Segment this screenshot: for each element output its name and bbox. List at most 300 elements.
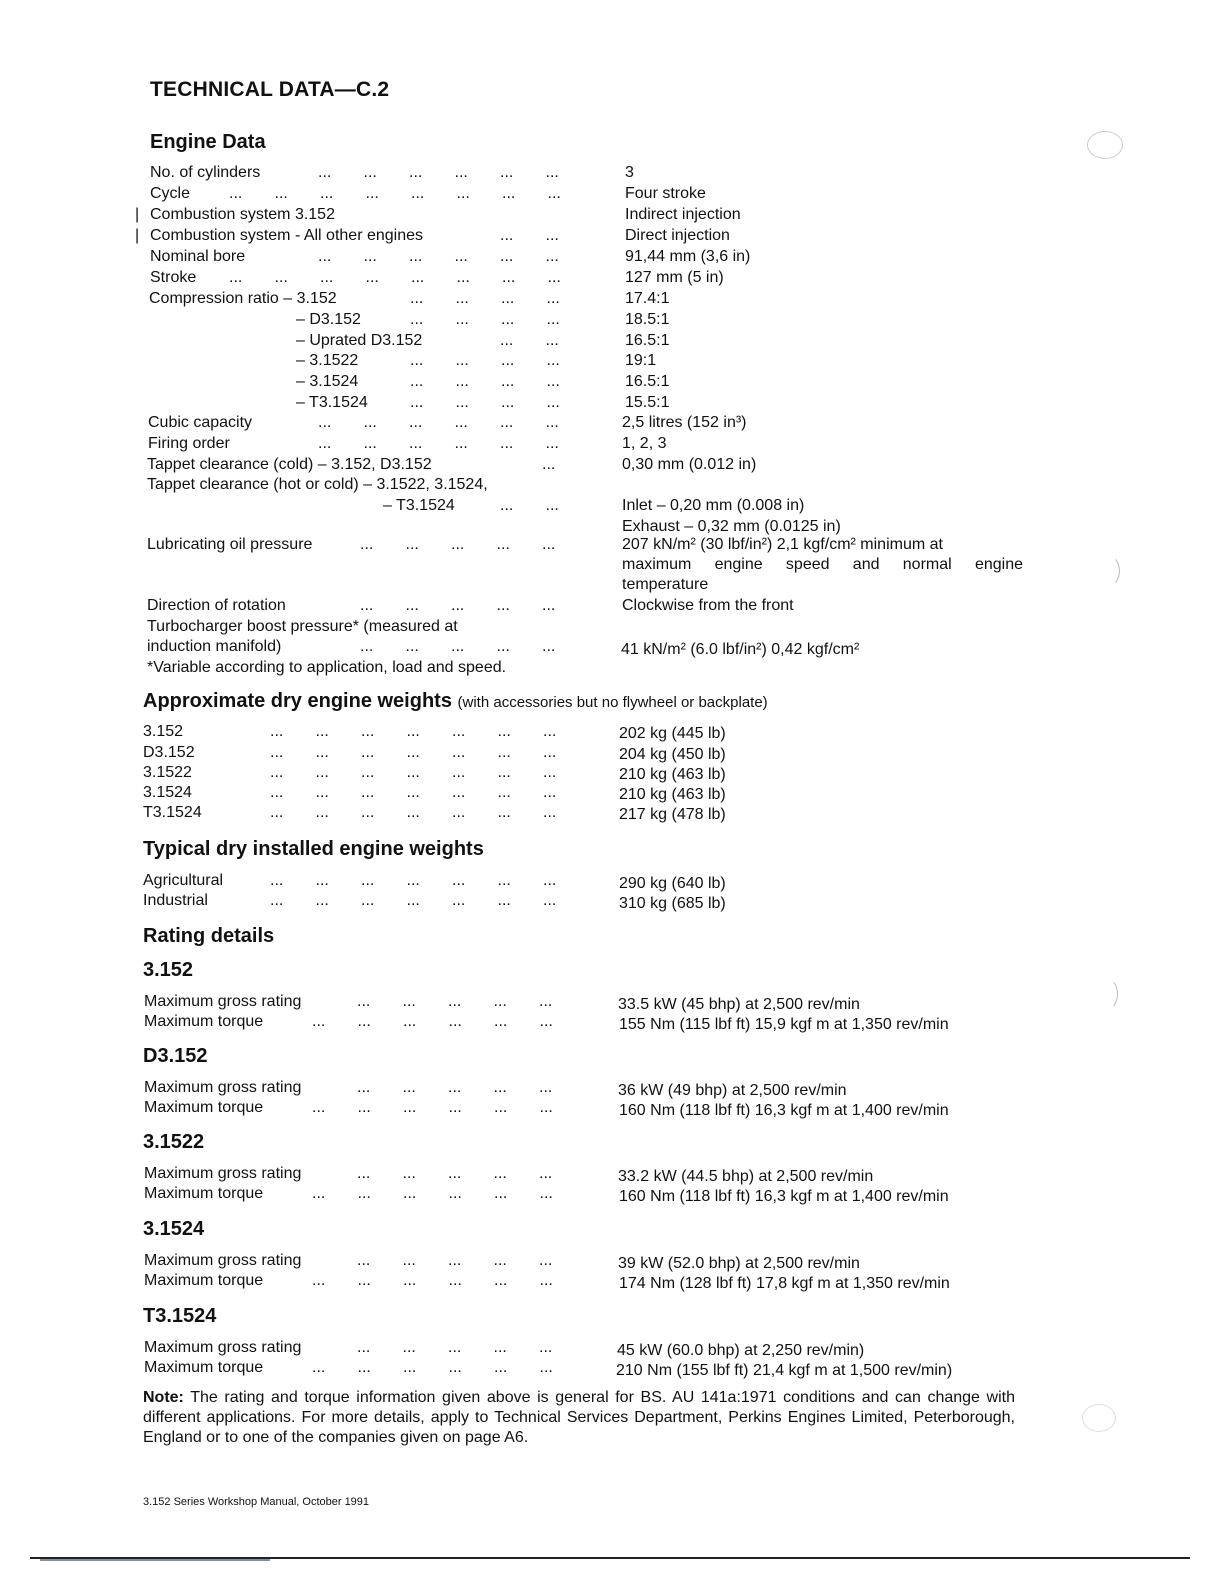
oil-pressure-row xyxy=(147,535,1047,597)
leader-dot: ... xyxy=(546,290,560,307)
leader-dot: ... xyxy=(363,164,377,181)
leader-dot: ... xyxy=(402,1252,416,1269)
engine-data-row xyxy=(0,434,1100,454)
leader-dot: ... xyxy=(455,394,469,411)
leader-dot: ... xyxy=(494,1099,508,1116)
boost-label-line2: induction manifold) xyxy=(147,638,282,655)
leader-dot: ... xyxy=(542,456,556,473)
leader-dot: ... xyxy=(539,1185,553,1202)
leader-dot: ... xyxy=(497,804,511,821)
application-type: Agricultural xyxy=(143,872,224,889)
leader-dot: ... xyxy=(270,744,284,761)
leader-dot: ... xyxy=(357,993,371,1010)
boost-value: 41 kN/m² (6.0 lbf/in²) 0,42 kgf/cm² xyxy=(621,641,860,658)
rating-note xyxy=(143,1388,1015,1448)
leader-dot: ... xyxy=(229,185,243,202)
engine-data-label: – 3.1524 xyxy=(296,373,359,390)
engine-data-row xyxy=(0,475,1100,495)
leader-dot: ... xyxy=(360,597,374,614)
leader-dot: ... xyxy=(411,185,425,202)
leader-dot: ... xyxy=(274,185,288,202)
leader-dot: ... xyxy=(410,394,424,411)
rotation-label: Direction of rotation xyxy=(147,597,286,614)
leader-dot: ... xyxy=(542,638,556,655)
leader-dot: ... xyxy=(501,394,515,411)
leader-dot: ... xyxy=(539,1359,553,1376)
leader-dot: ... xyxy=(315,804,329,821)
leader-dot: ... xyxy=(357,1099,371,1116)
gross-rating-value: 33.5 kW (45 bhp) at 2,500 rev/min xyxy=(618,996,860,1013)
leader-dot: ... xyxy=(502,269,516,286)
leader-dot: ... xyxy=(494,1272,508,1289)
engine-data-label: Firing order xyxy=(148,435,230,452)
leader-dot: ... xyxy=(357,1339,371,1356)
leader-dot: ... xyxy=(403,1099,417,1116)
leader-dot: ... xyxy=(409,435,423,452)
leader-dot: ... xyxy=(493,993,507,1010)
leader-dot: ... xyxy=(547,269,561,286)
leader-dot: ... xyxy=(500,332,514,349)
dry-weight-row xyxy=(143,743,1043,763)
leader-dot: ... xyxy=(409,414,423,431)
leader-dot: ... xyxy=(405,638,419,655)
leader-dot: ... xyxy=(409,164,423,181)
leader-dot: ... xyxy=(448,1252,462,1269)
leader-dot: ... xyxy=(542,536,556,553)
leader-dot: ... xyxy=(452,744,466,761)
engine-data-row xyxy=(0,205,1100,225)
leader-dot: ... xyxy=(320,269,334,286)
leader-dot: ... xyxy=(448,1272,462,1289)
leader-dot: ... xyxy=(539,1272,553,1289)
leader-dot: ... xyxy=(357,1252,371,1269)
leader-dot: ... xyxy=(312,1185,326,1202)
leader-dot: ... xyxy=(406,723,420,740)
leader-dot: ... xyxy=(361,784,375,801)
leader-dot: ... xyxy=(357,1165,371,1182)
torque-label: Maximum torque xyxy=(144,1359,264,1376)
engine-data-row xyxy=(0,372,1100,392)
engine-data-value: Four stroke xyxy=(625,185,706,202)
leader-dot: ... xyxy=(455,290,469,307)
leader-dot: ... xyxy=(496,536,510,553)
leader-dot: ... xyxy=(318,414,332,431)
engine-data-label: – Uprated D3.152 xyxy=(296,332,423,349)
rotation-value: Clockwise from the front xyxy=(622,597,794,614)
leader-dot: ... xyxy=(406,804,420,821)
leader-dot: ... xyxy=(454,164,468,181)
engine-data-value: 3 xyxy=(625,164,634,181)
leader-dot: ... xyxy=(493,1165,507,1182)
oil-pressure-label: Lubricating oil pressure xyxy=(147,536,313,553)
binder-hole-mark xyxy=(1095,555,1120,587)
torque-value: 210 Nm (155 lbf ft) 21,4 kgf m at 1,500 rev/min) xyxy=(616,1362,953,1379)
leader-dot: ... xyxy=(546,311,560,328)
torque-row xyxy=(144,1184,1044,1204)
leader-dot: ... xyxy=(494,1185,508,1202)
leader-dot: ... xyxy=(539,1013,553,1030)
leader-dot: ... xyxy=(363,414,377,431)
leader-dot: ... xyxy=(270,764,284,781)
engine-data-row xyxy=(0,310,1100,330)
engine-model: T3.1524 xyxy=(143,804,202,821)
leader-dot: ... xyxy=(543,872,557,889)
leader-dot: ... xyxy=(501,290,515,307)
leader-dot: ... xyxy=(270,723,284,740)
engine-data-row xyxy=(0,393,1100,413)
rating-engine-heading: 3.1524 xyxy=(143,1218,205,1240)
leader-dot: ... xyxy=(496,638,510,655)
leader-dot: ... xyxy=(402,1079,416,1096)
leader-dot: ... xyxy=(357,1359,371,1376)
leader-dot: ... xyxy=(315,723,329,740)
dry-weight-value: 204 kg (450 lb) xyxy=(619,746,726,763)
leader-dot: ... xyxy=(497,784,511,801)
leader-dot: ... xyxy=(545,164,559,181)
leader-dot: ... xyxy=(402,1165,416,1182)
leader-dot: ... xyxy=(403,1185,417,1202)
installed-weights-heading: Typical dry installed engine weights xyxy=(143,838,484,860)
engine-data-label: Combustion system - All other engines xyxy=(150,227,424,244)
leader-dot: ... xyxy=(403,1359,417,1376)
torque-label: Maximum torque xyxy=(144,1013,264,1030)
engine-data-value: 16.5:1 xyxy=(625,332,670,349)
leader-dot: ... xyxy=(454,435,468,452)
engine-data-label: – T3.1524 xyxy=(296,394,368,411)
leader-dot: ... xyxy=(448,1359,462,1376)
leader-dot: ... xyxy=(365,269,379,286)
engine-data-row xyxy=(0,455,1100,475)
torque-row xyxy=(144,1271,1044,1291)
leader-dot: ... xyxy=(361,872,375,889)
leader-dot: ... xyxy=(452,872,466,889)
leader-dot: ... xyxy=(410,373,424,390)
gross-rating-row xyxy=(144,1338,1044,1358)
leader-dot: ... xyxy=(451,638,465,655)
leader-dot: ... xyxy=(360,638,374,655)
leader-dot: ... xyxy=(405,536,419,553)
leader-dot: ... xyxy=(496,597,510,614)
engine-data-value: 2,5 litres (152 in³) xyxy=(622,414,747,431)
engine-data-label: – D3.152 xyxy=(296,311,361,328)
engine-data-value: Indirect injection xyxy=(625,206,741,223)
application-type: Industrial xyxy=(143,892,208,909)
leader-dot: ... xyxy=(363,248,377,265)
leader-dot: ... xyxy=(312,1013,326,1030)
torque-row xyxy=(144,1098,1044,1118)
torque-value: 174 Nm (128 lbf ft) 17,8 kgf m at 1,350 rev/min xyxy=(619,1275,950,1292)
gross-rating-row xyxy=(144,992,1044,1012)
rating-engine-heading: T3.1524 xyxy=(143,1305,217,1327)
leader-dot: ... xyxy=(500,248,514,265)
leader-dot: ... xyxy=(539,1079,553,1096)
leader-dot: ... xyxy=(501,311,515,328)
leader-dot: ... xyxy=(539,1099,553,1116)
dry-weights-subtitle: (with accessories but no flywheel or backplate) xyxy=(457,694,768,711)
leader-dot: ... xyxy=(318,164,332,181)
engine-data-value: Exhaust – 0,32 mm (0.0125 in) xyxy=(622,518,841,535)
installed-weight-row xyxy=(143,891,1043,911)
leader-dot: ... xyxy=(357,1013,371,1030)
installed-weight-value: 310 kg (685 lb) xyxy=(619,895,726,912)
leader-dot: ... xyxy=(409,248,423,265)
leader-dot: ... xyxy=(448,1013,462,1030)
dry-weight-row xyxy=(143,722,1043,742)
leader-dot: ... xyxy=(497,764,511,781)
engine-model: 3.1524 xyxy=(143,784,192,801)
leader-dot: ... xyxy=(500,435,514,452)
rating-heading: Rating details xyxy=(143,925,275,947)
gross-rating-label: Maximum gross rating xyxy=(144,1165,302,1182)
note-label: Note: xyxy=(143,1389,184,1406)
leader-dot: ... xyxy=(543,784,557,801)
dry-weights-title: Approximate dry engine weights xyxy=(143,690,452,712)
leader-dot: ... xyxy=(494,1359,508,1376)
leader-dot: ... xyxy=(539,993,553,1010)
dry-weight-value: 202 kg (445 lb) xyxy=(619,725,726,742)
engine-data-row xyxy=(0,268,1100,288)
leader-dot: ... xyxy=(318,248,332,265)
installed-weight-value: 290 kg (640 lb) xyxy=(619,875,726,892)
torque-value: 155 Nm (115 lbf ft) 15,9 kgf m at 1,350 rev/min xyxy=(619,1016,949,1033)
leader-dot: ... xyxy=(500,164,514,181)
engine-data-value: 17.4:1 xyxy=(625,290,670,307)
leader-dot: ... xyxy=(539,1252,553,1269)
leader-dot: ... xyxy=(320,185,334,202)
leader-dot: ... xyxy=(543,804,557,821)
leader-dot: ... xyxy=(543,744,557,761)
leader-dot: ... xyxy=(545,248,559,265)
engine-data-label: Cubic capacity xyxy=(148,414,253,431)
leader-dot: ... xyxy=(403,1272,417,1289)
engine-data-value: Direct injection xyxy=(625,227,730,244)
leader-dot: ... xyxy=(363,435,377,452)
leader-dot: ... xyxy=(406,784,420,801)
leader-dot: ... xyxy=(454,248,468,265)
leader-dot: ... xyxy=(448,1165,462,1182)
engine-data-value: 18.5:1 xyxy=(625,311,670,328)
engine-data-label: – 3.1522 xyxy=(296,352,359,369)
leader-dot: ... xyxy=(365,185,379,202)
leader-dot: ... xyxy=(270,804,284,821)
leader-dot: ... xyxy=(448,1079,462,1096)
leader-dot: ... xyxy=(546,373,560,390)
dry-weights-heading xyxy=(143,690,768,713)
gross-rating-value: 36 kW (49 bhp) at 2,500 rev/min xyxy=(618,1082,847,1099)
leader-dot: ... xyxy=(357,1185,371,1202)
leader-dot: ... xyxy=(547,185,561,202)
leader-dot: ... xyxy=(543,723,557,740)
binder-hole-mark xyxy=(1087,131,1123,159)
engine-data-label: Combustion system 3.152 xyxy=(150,206,335,223)
leader-dot: ... xyxy=(410,290,424,307)
engine-data-heading: Engine Data xyxy=(150,131,266,153)
gross-rating-value: 33.2 kW (44.5 bhp) at 2,500 rev/min xyxy=(618,1168,874,1185)
gross-rating-label: Maximum gross rating xyxy=(144,1079,302,1096)
engine-data-row xyxy=(0,331,1100,351)
leader-dot: ... xyxy=(361,764,375,781)
leader-dot: ... xyxy=(315,744,329,761)
leader-dot: ... xyxy=(357,1272,371,1289)
leader-dot: ... xyxy=(318,435,332,452)
note-text: The rating and torque information given above is general for BS. AU 141a:1971 conditions and can change with different applications. For more details, apply to Technical Services Department, Perkins Engines Limited, Peterborough, England or to one of the companies given on page A6. xyxy=(143,1389,1016,1446)
leader-dot: ... xyxy=(361,723,375,740)
leader-dot: ... xyxy=(274,269,288,286)
leader-dot: ... xyxy=(501,373,515,390)
engine-data-row xyxy=(0,351,1100,371)
engine-data-label: Compression ratio – 3.152 xyxy=(149,290,337,307)
gross-rating-label: Maximum gross rating xyxy=(144,993,302,1010)
leader-dot: ... xyxy=(497,723,511,740)
leader-dot: ... xyxy=(454,414,468,431)
dry-weight-row xyxy=(143,763,1043,783)
gross-rating-value: 45 kW (60.0 bhp) at 2,250 rev/min) xyxy=(617,1342,865,1359)
leader-dot: ... xyxy=(497,872,511,889)
leader-dot: ... xyxy=(361,892,375,909)
leader-dot: ... xyxy=(546,352,560,369)
torque-value: 160 Nm (118 lbf ft) 16,3 kgf m at 1,400 rev/min xyxy=(619,1188,949,1205)
engine-data-row xyxy=(0,289,1100,309)
leader-dot: ... xyxy=(406,872,420,889)
torque-label: Maximum torque xyxy=(144,1185,264,1202)
gross-rating-row xyxy=(144,1078,1044,1098)
leader-dot: ... xyxy=(451,536,465,553)
engine-data-row xyxy=(0,163,1100,183)
leader-dot: ... xyxy=(539,1339,553,1356)
leader-dot: ... xyxy=(357,1079,371,1096)
leader-dot: ... xyxy=(406,764,420,781)
dry-weight-value: 217 kg (478 lb) xyxy=(619,806,726,823)
leader-dot: ... xyxy=(448,1339,462,1356)
leader-dot: ... xyxy=(410,352,424,369)
engine-data-row xyxy=(0,184,1100,204)
leader-dot: ... xyxy=(451,597,465,614)
leader-dot: ... xyxy=(543,764,557,781)
dry-weight-value: 210 kg (463 lb) xyxy=(619,786,726,803)
torque-row xyxy=(144,1012,1044,1032)
engine-data-value: 1, 2, 3 xyxy=(622,435,667,452)
leader-dot: ... xyxy=(502,185,516,202)
leader-dot: ... xyxy=(270,784,284,801)
engine-data-value: 19:1 xyxy=(625,352,657,369)
engine-data-value: 15.5:1 xyxy=(625,394,670,411)
engine-data-row xyxy=(0,247,1100,267)
engine-data-value: Inlet – 0,20 mm (0.008 in) xyxy=(622,497,805,514)
leader-dot: ... xyxy=(229,269,243,286)
leader-dot: ... xyxy=(312,1099,326,1116)
leader-dot: ... xyxy=(312,1272,326,1289)
leader-dot: ... xyxy=(452,804,466,821)
binder-hole-mark xyxy=(1095,978,1118,1010)
leader-dot: ... xyxy=(448,1185,462,1202)
leader-dot: ... xyxy=(410,311,424,328)
leader-dot: ... xyxy=(543,892,557,909)
leader-dot: ... xyxy=(493,1339,507,1356)
engine-data-row xyxy=(0,226,1100,246)
rotation-row xyxy=(147,596,1047,616)
torque-row xyxy=(144,1358,1044,1378)
gross-rating-label: Maximum gross rating xyxy=(144,1252,302,1269)
gross-rating-value: 39 kW (52.0 bhp) at 2,500 rev/min xyxy=(618,1255,860,1272)
leader-dot: ... xyxy=(545,497,559,514)
gross-rating-row xyxy=(144,1164,1044,1184)
leader-dot: ... xyxy=(402,1339,416,1356)
leader-dot: ... xyxy=(497,744,511,761)
leader-dot: ... xyxy=(360,536,374,553)
engine-model: 3.1522 xyxy=(143,764,192,781)
leader-dot: ... xyxy=(455,373,469,390)
boost-row xyxy=(147,637,1047,657)
engine-data-row xyxy=(0,413,1100,433)
leader-dot: ... xyxy=(500,227,514,244)
leader-dot: ... xyxy=(402,993,416,1010)
leader-dot: ... xyxy=(452,764,466,781)
leader-dot: ... xyxy=(545,414,559,431)
leader-dot: ... xyxy=(545,227,559,244)
leader-dot: ... xyxy=(406,744,420,761)
leader-dot: ... xyxy=(545,332,559,349)
leader-dot: ... xyxy=(403,1013,417,1030)
leader-dot: ... xyxy=(456,185,470,202)
engine-data-label: Cycle xyxy=(150,185,191,202)
engine-data-row xyxy=(0,517,1100,537)
engine-data-label: Stroke xyxy=(150,269,197,286)
leader-dot: ... xyxy=(542,597,556,614)
engine-data-value: 16.5:1 xyxy=(625,373,670,390)
gross-rating-label: Maximum gross rating xyxy=(144,1339,302,1356)
engine-model: D3.152 xyxy=(143,744,195,761)
boost-label-line1: Turbocharger boost pressure* (measured at xyxy=(147,618,458,635)
binder-hole-mark xyxy=(1082,1404,1116,1432)
leader-dot: ... xyxy=(546,394,560,411)
revision-bar: | xyxy=(135,206,140,223)
leader-dot: ... xyxy=(361,804,375,821)
leader-dot: ... xyxy=(456,269,470,286)
leader-dot: ... xyxy=(452,784,466,801)
leader-dot: ... xyxy=(406,892,420,909)
torque-value: 160 Nm (118 lbf ft) 16,3 kgf m at 1,400 rev/min xyxy=(619,1102,949,1119)
leader-dot: ... xyxy=(545,435,559,452)
leader-dot: ... xyxy=(497,892,511,909)
rating-engine-heading: 3.152 xyxy=(143,959,194,981)
leader-dot: ... xyxy=(405,597,419,614)
engine-data-value: 0,30 mm (0.012 in) xyxy=(622,456,757,473)
leader-dot: ... xyxy=(411,269,425,286)
leader-dot: ... xyxy=(315,892,329,909)
oil-pressure-value: 207 kN/m² (30 lbf/in²) 2,1 kgf/cm² minimum at maximum engine speed and normal engine temperature xyxy=(622,536,1023,593)
leader-dot: ... xyxy=(452,892,466,909)
engine-data-label: Tappet clearance (cold) – 3.152, D3.152 xyxy=(147,456,432,473)
leader-dot: ... xyxy=(315,764,329,781)
leader-dot: ... xyxy=(539,1165,553,1182)
leader-dot: ... xyxy=(500,414,514,431)
leader-dot: ... xyxy=(312,1359,326,1376)
leader-dot: ... xyxy=(448,993,462,1010)
scan-edge-line xyxy=(40,1559,270,1561)
leader-dot: ... xyxy=(493,1079,507,1096)
revision-bar: | xyxy=(135,227,140,244)
dry-weight-row xyxy=(143,803,1043,823)
leader-dot: ... xyxy=(494,1013,508,1030)
engine-data-row xyxy=(0,496,1100,516)
rating-engine-heading: 3.1522 xyxy=(143,1131,205,1153)
leader-dot: ... xyxy=(501,352,515,369)
leader-dot: ... xyxy=(500,497,514,514)
boost-footnote: *Variable according to application, load and speed. xyxy=(147,659,507,676)
page-title: TECHNICAL DATA—C.2 xyxy=(150,78,390,101)
leader-dot: ... xyxy=(270,872,284,889)
leader-dot: ... xyxy=(315,872,329,889)
